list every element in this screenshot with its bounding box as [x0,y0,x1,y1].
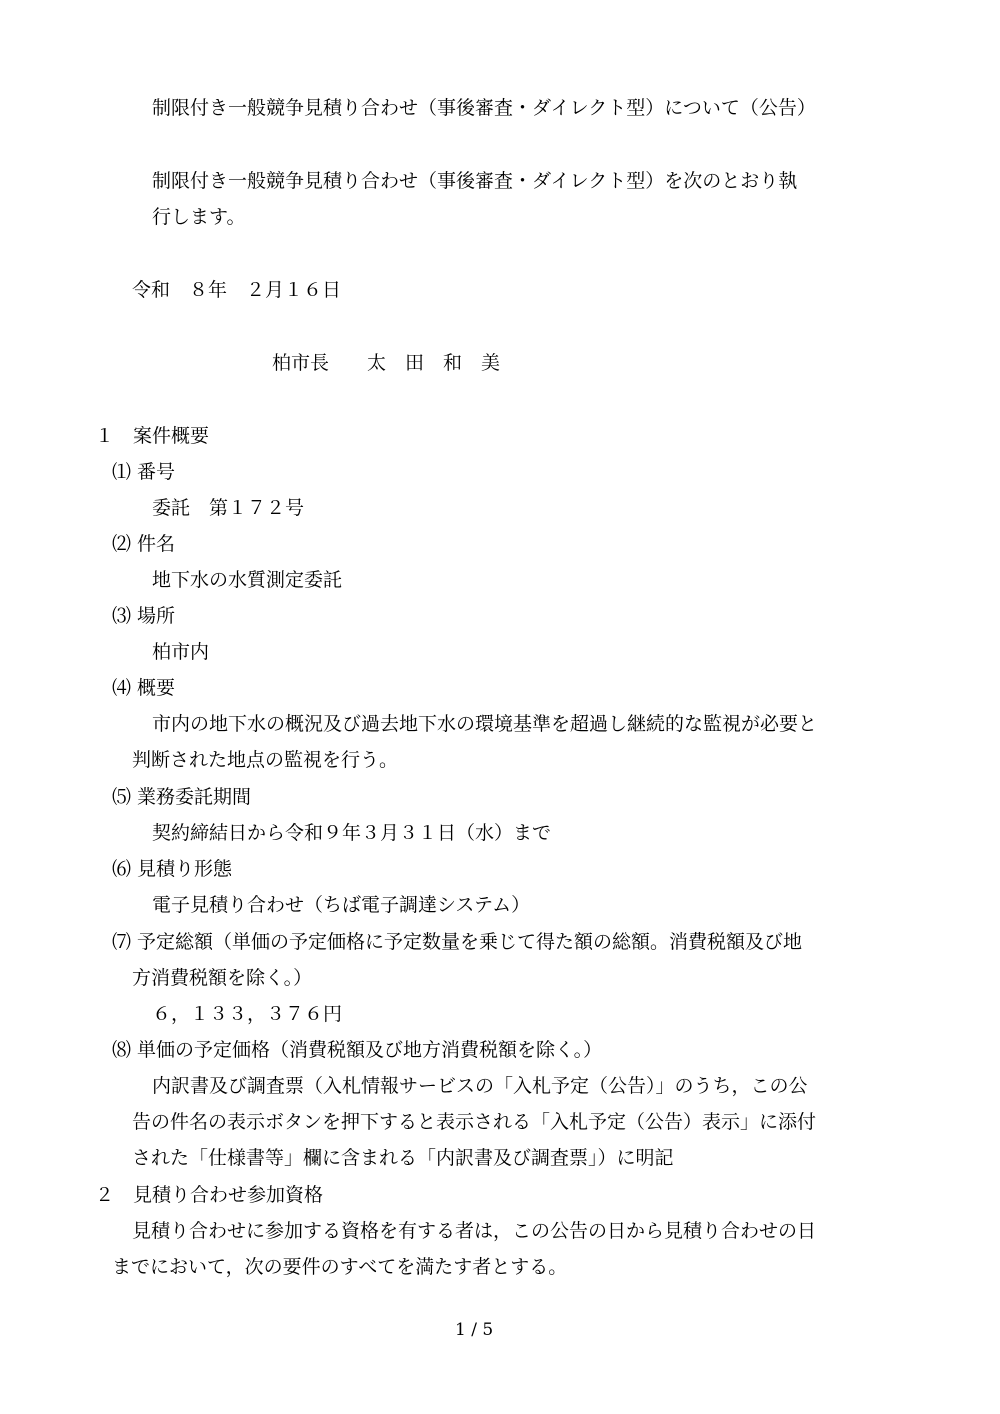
announcement-date: 令和 ８年 ２月１６日 [132,279,342,301]
issuer-name: 柏市長 太 田 和 美 [272,352,501,374]
item-number-value: 委託 第１７２号 [152,497,305,519]
item-period-value: 契約締結日から令和９年３月３１日（水）まで [152,822,552,844]
item-name-value: 地下水の水質測定委託 [152,569,343,591]
item-unit-price-line-1: 内訳書及び調査票（入札情報サービスの「入札予定（公告）」のうち，この公 [152,1075,808,1097]
item-format-label: ⑹ 見積り形態 [112,858,233,880]
page-number: 1 / 5 [455,1320,494,1340]
item-total-label-line-2: 方消費税額を除く。） [132,967,313,989]
section-1-heading: １ 案件概要 [95,425,210,447]
intro-text-line-2: 行します。 [152,206,246,228]
item-total-value: ６，１３３，３７６円 [152,1003,343,1025]
item-summary-label: ⑷ 概要 [112,677,176,699]
item-total-label-line-1: ⑺ 予定総額（単価の予定価格に予定数量を乗じて得た額の総額。消費税額及び地 [112,931,803,953]
section-2-body-line-2: までにおいて，次の要件のすべてを満たす者とする。 [112,1256,568,1278]
document-title: 制限付き一般競争見積り合わせ（事後審査・ダイレクト型）について（公告） [152,97,816,119]
item-unit-price-line-3: された「仕様書等」欄に含まれる「内訳書及び調査票」）に明記 [132,1147,674,1169]
section-2-heading: ２ 見積り合わせ参加資格 [95,1184,324,1206]
item-place-value: 柏市内 [152,641,210,663]
item-summary-line-1: 市内の地下水の概況及び過去地下水の環境基準を超過し継続的な監視が必要と [152,713,818,735]
item-summary-line-2: 判断された地点の監視を行う。 [132,749,399,771]
item-unit-price-label: ⑻ 単価の予定価格（消費税額及び地方消費税額を除く。） [112,1039,603,1061]
item-number-label: ⑴ 番号 [112,461,176,483]
item-period-label: ⑸ 業務委託期間 [112,786,252,808]
item-unit-price-line-2: 告の件名の表示ボタンを押下すると表示される「入札予定（公告）表示」に添付 [132,1111,817,1133]
intro-text-line-1: 制限付き一般競争見積り合わせ（事後審査・ダイレクト型）を次のとおり執 [152,170,798,192]
item-name-label: ⑵ 件名 [112,533,176,555]
section-2-body-line-1: 見積り合わせに参加する資格を有する者は，この公告の日から見積り合わせの日 [132,1220,817,1242]
item-format-value: 電子見積り合わせ（ちば電子調達システム） [152,894,531,916]
item-place-label: ⑶ 場所 [112,605,176,627]
